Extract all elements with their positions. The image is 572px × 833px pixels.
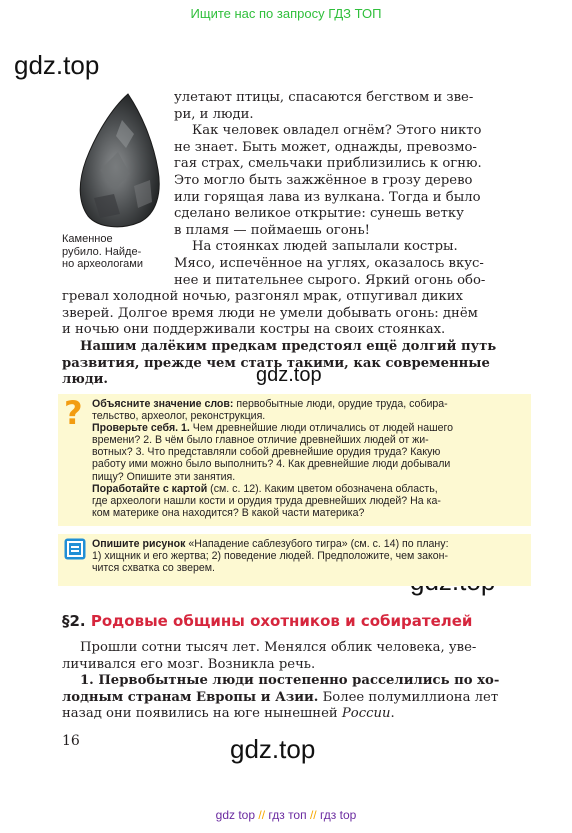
watermark: gdz.top bbox=[230, 734, 316, 764]
question-mark-icon: ? bbox=[64, 394, 83, 432]
section-number: §2. bbox=[62, 612, 86, 630]
box-line: вотных? 3. Что представляли собой древнейшие орудия труда? Какую bbox=[92, 446, 441, 459]
text-line: или горящая лава из вулкана. Тогда и было bbox=[174, 189, 481, 205]
text-line: в пламя — поймаешь огонь! bbox=[174, 222, 370, 238]
box-line: времени? 2. В чём было главное отличие древнейших людей от жи- bbox=[92, 434, 429, 447]
box-line: чится схватка со зверем. bbox=[92, 562, 215, 575]
page-number: 16 bbox=[62, 733, 80, 749]
picture-task-icon bbox=[64, 538, 86, 560]
paragraph-block-2 bbox=[62, 256, 531, 389]
text-line: нее и питательнее сырого. Яркий огонь обо- bbox=[174, 272, 486, 288]
text-line: Как человек овладел огнём? Этого никто bbox=[192, 123, 482, 139]
box-line: Опишите рисунок «Нападение саблезубого тигра» (см. с. 14) по плану: bbox=[92, 538, 449, 550]
watermark: gdz.top bbox=[14, 50, 100, 80]
text-line: Нашим далёким предкам предстоял ещё долгий путь bbox=[80, 338, 497, 354]
box-line: Проверьте себя. 1. Чем древнейшие люди отличались от людей нашего bbox=[92, 422, 454, 435]
box-line: работу ими можно было выполнить? 4. Как древнейшие люди добывали bbox=[92, 458, 451, 471]
text-line: Мясо, испечённое на углях, оказалось вкус- bbox=[174, 256, 484, 271]
section-heading bbox=[62, 612, 472, 630]
box-line: тельство, археолог, реконструкция. bbox=[92, 410, 266, 423]
footer-sep: // bbox=[258, 808, 266, 822]
box-line: Объясните значение слов: первобытные люди, орудие труда, собира- bbox=[92, 398, 448, 410]
questions-text bbox=[92, 398, 528, 519]
text-line: личивался его мозг. Возникла речь. bbox=[62, 656, 316, 672]
text-line: люди. bbox=[62, 372, 108, 388]
caption-line: Каменное bbox=[62, 233, 113, 245]
caption-line: но археологами bbox=[62, 258, 143, 270]
text-line: развития, прежде чем стать такими, как современные bbox=[62, 355, 490, 371]
text-line: На стоянках людей запылали костры. bbox=[192, 239, 458, 255]
picture-task-text bbox=[92, 538, 528, 574]
box-line: 1) хищник и его жертва; 2) поведение людей. Предположите, чем закон- bbox=[92, 550, 448, 563]
text-line: сделано великое открытие: сунешь ветку bbox=[174, 206, 464, 222]
caption-line: рубило. Найде- bbox=[62, 245, 142, 258]
paragraph-block-1 bbox=[174, 90, 531, 256]
section-body bbox=[62, 640, 531, 723]
text-line: назад они появились на юге нынешней России. bbox=[62, 706, 395, 722]
text-line: 1. Первобытные люди постепенно расселились по хо- bbox=[80, 673, 500, 689]
footer-text: гдз top bbox=[319, 808, 357, 822]
footer-sep: // bbox=[309, 808, 317, 822]
watermark: gdz.top bbox=[256, 364, 322, 386]
text-line: Это могло быть зажжённое в грозу дерево bbox=[174, 172, 473, 188]
footer-watermark bbox=[0, 808, 572, 822]
text-line: Прошли сотни тысяч лет. Менялся облик человека, уве- bbox=[80, 640, 477, 655]
text-line: и ночью они поддерживали костры на своих стоянках. bbox=[62, 322, 446, 338]
text-line: не знает. Быть может, однажды, превозмо- bbox=[174, 139, 477, 155]
text-line: ри, и люди. bbox=[174, 106, 254, 122]
box-line: где археологи нашли кости и орудия труда древнейших людей? На ка- bbox=[92, 494, 441, 507]
text-line: гая страх, смельчаки приблизились к огню. bbox=[174, 156, 482, 172]
text-line: зверей. Долгое время люди не умели добывать огонь: днём bbox=[62, 305, 478, 321]
box-line: ком материке она находится? В какой части материка? bbox=[92, 506, 365, 519]
watermark-top: Ищите нас по запросу ГДЗ ТОП bbox=[190, 6, 382, 21]
text-line: гревал холодной ночью, разгонял мрак, отпугивал диких bbox=[62, 289, 463, 305]
box-line: пищу? Опишите эти занятия. bbox=[92, 470, 236, 483]
text-line: улетают птицы, спасаются бегством и зве- bbox=[174, 90, 474, 105]
text-line: лодным странам Европы и Азии. Более полумиллиона лет bbox=[62, 689, 499, 705]
footer-text: гдз топ bbox=[268, 808, 307, 822]
box-line: Поработайте с картой (см. с. 12). Каким цветом обозначена область, bbox=[92, 482, 438, 495]
stone-handaxe-image bbox=[70, 90, 170, 230]
section-title: Родовые общины охотников и собирателей bbox=[90, 612, 473, 630]
footer-text: gdz top bbox=[215, 808, 256, 822]
